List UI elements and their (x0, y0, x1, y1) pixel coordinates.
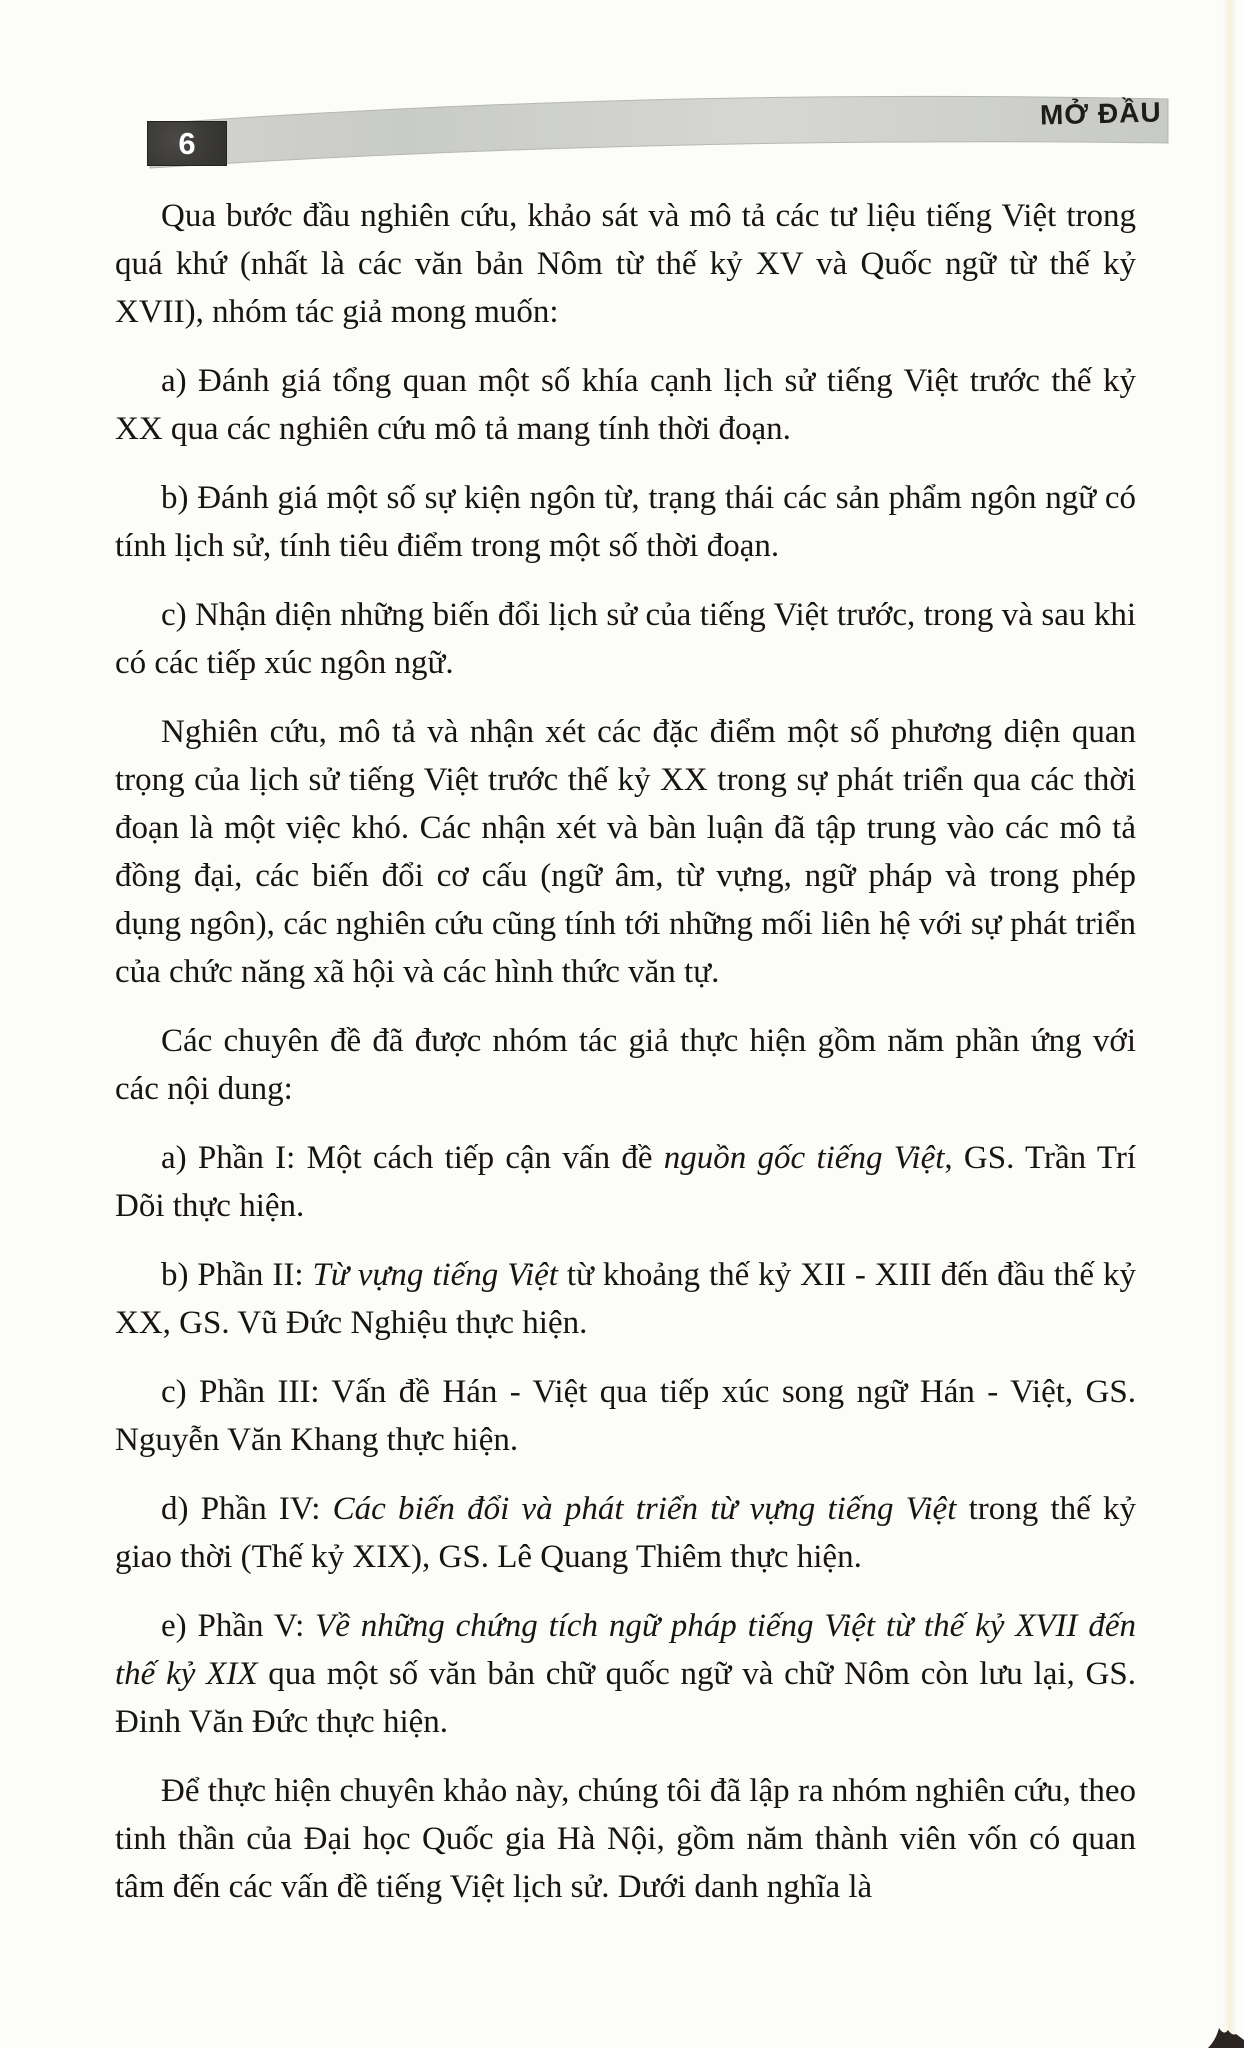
list-item-part-5: e) Phần V: Về những chứng tích ngữ pháp tiếng Việt từ thế kỷ XVII đến thế kỷ XIX qua một số văn bản chữ quốc ngữ và chữ Nôm còn lưu lại, GS. Đinh Văn Đức thực hiện. (115, 1608, 1136, 1740)
page-number: 6 (178, 125, 196, 161)
corner-shadow-artifact (1164, 1978, 1244, 2048)
running-head-section-title: MỞ ĐẦU (1039, 96, 1163, 131)
paragraph-topics-lead: Các chuyên đề đã được nhóm tác giả thực hiện gồm năm phần ứng với các nội dung: (115, 1023, 1136, 1107)
paragraph-closing: Để thực hiện chuyên khảo này, chúng tôi đã lập ra nhóm nghiên cứu, theo tinh thần của Đại học Quốc gia Hà Nội, gồm năm thành viên vốn có quan tâm đến các vấn đề tiếng Việt lịch sử. Dưới danh nghĩa là (115, 1773, 1136, 1905)
list-item-goal-c: c) Nhận diện những biến đổi lịch sử của tiếng Việt trước, trong và sau khi có các tiếp xúc ngôn ngữ. (115, 597, 1136, 681)
list-item-part-2: b) Phần II: Từ vựng tiếng Việt từ khoảng thế kỷ XII - XIII đến đầu thế kỷ XX, GS. Vũ Đức Nghiệu thực hiện. (115, 1257, 1136, 1341)
page-number-box (147, 121, 227, 166)
paragraph-research: Nghiên cứu, mô tả và nhận xét các đặc điểm một số phương diện quan trọng của lịch sử tiếng Việt trước thế kỷ XX trong sự phát triển qua các thời đoạn là một việc khó. Các nhận xét và bàn luận đã tập trung vào các mô tả đồng đại, các biến đổi cơ cấu (ngữ âm, từ vựng, ngữ pháp và trong phép dụng ngôn), các nghiên cứu cũng tính tới những mối liên hệ với sự phát triển của chức năng xã hội và các hình thức văn tự. (115, 714, 1136, 990)
page-text-block (115, 192, 1136, 1932)
list-item-part-4: d) Phần IV: Các biến đổi và phát triển từ vựng tiếng Việt trong thế kỷ giao thời (Thế kỷ XIX), GS. Lê Quang Thiêm thực hiện. (115, 1491, 1136, 1575)
list-item-part-3: c) Phần III: Vấn đề Hán - Việt qua tiếp xúc song ngữ Hán - Việt, GS. Nguyễn Văn Khang thực hiện. (115, 1374, 1136, 1458)
paragraph-intro: Qua bước đầu nghiên cứu, khảo sát và mô tả các tư liệu tiếng Việt trong quá khứ (nhất là các văn bản Nôm từ thế kỷ XV và Quốc ngữ từ thế kỷ XVII), nhóm tác giả mong muốn: (115, 198, 1136, 330)
list-item-goal-b: b) Đánh giá một số sự kiện ngôn từ, trạng thái các sản phẩm ngôn ngữ có tính lịch sử, tính tiêu điểm trong một số thời đoạn. (115, 480, 1136, 564)
page-edge-shading (1222, 0, 1236, 2048)
list-item-part-1: a) Phần I: Một cách tiếp cận vấn đề nguồn gốc tiếng Việt, GS. Trần Trí Dõi thực hiện. (115, 1140, 1137, 1224)
list-item-goal-a: a) Đánh giá tổng quan một số khía cạnh lịch sử tiếng Việt trước thế kỷ XX qua các nghiên cứu mô tả mang tính thời đoạn. (115, 363, 1136, 447)
